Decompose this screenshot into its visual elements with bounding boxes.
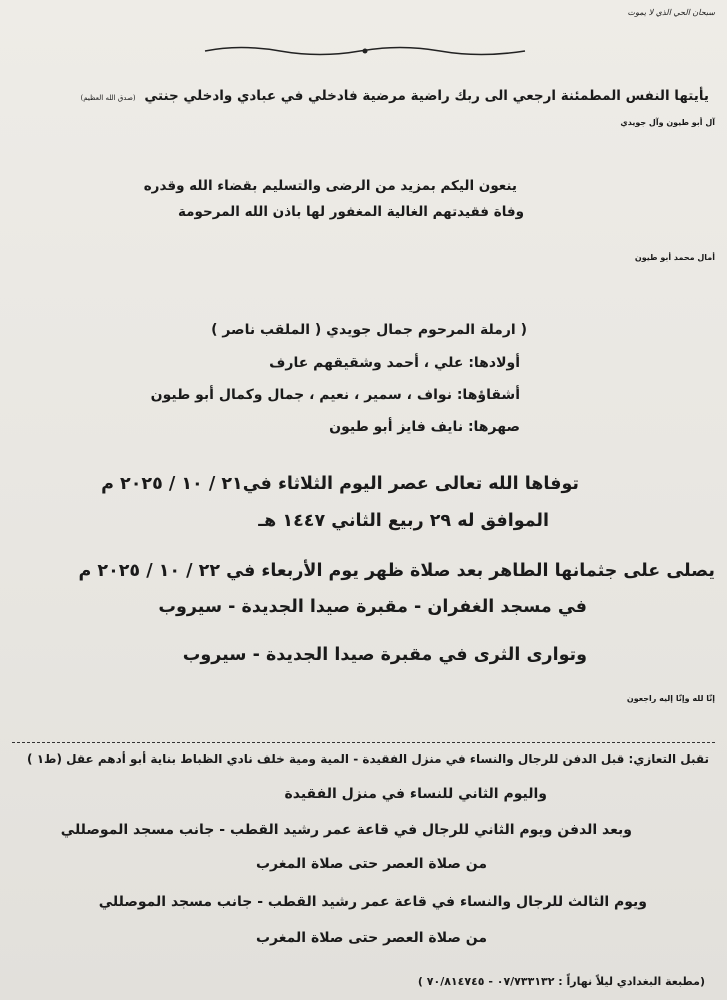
funeral-prayer-line: يصلى على جثمانها الطاهر بعد صلاة ظهر يوم الأربعاء في ٢٢ / ١٠ / ٢٠٢٥ م — [78, 561, 715, 581]
deceased-name-heading: أمال محمد أبو طيون — [634, 253, 715, 262]
announcement-line-1: ينعون اليكم بمزيد من الرضى والتسليم بقضاء الله وقدره — [143, 178, 517, 194]
quran-verse — [81, 88, 709, 104]
verse-text: يأيتها النفس المطمئنة ارجعي الى ربك راضية مرضية فادخلي في عبادي وادخلي جنتي — [144, 88, 709, 104]
verse-reference: (صدق الله العظيم) — [80, 94, 136, 102]
quran-quote: إنّا لله وإنّا إليه راجعون — [626, 694, 715, 703]
brothers-line: أشقاؤها: نواف ، سمير ، نعيم ، جمال وكمال أبو طيون — [150, 387, 520, 403]
divider — [12, 742, 715, 743]
burial-line: وتوارى الثرى في مقبرة صيدا الجديدة - سيروب — [182, 645, 587, 665]
condolence-line: وبعد الدفن ويوم الثاني للرجال في قاعة عمر رشيد القطب - جانب مسجد الموصللي — [60, 822, 632, 838]
death-date-line: توفاها الله تعالى عصر اليوم الثلاثاء في٢١ / ١٠ / ٢٠٢٥ م — [101, 474, 579, 494]
mosque-line: في مسجد الغفران - مقبرة صيدا الجديدة - سيروب — [158, 597, 587, 617]
condolence-line: واليوم الثاني للنساء في منزل الفقيدة — [284, 786, 547, 802]
widow-of-line: ( ارملة المرحوم جمال جويدي ( الملقب ناصر ) — [211, 322, 527, 338]
hijri-date-line: الموافق له ٢٩ ربيع الثاني ١٤٤٧ هـ — [258, 511, 549, 531]
children-line: أولادها: علي ، أحمد وشقيقهم عارف — [269, 355, 520, 371]
printer-credit: (مطبعة البغدادي ليلاً نهاراً : ٠٧/٧٣٣١٣٢ - ٧٠/٨١٤٧٤٥ ) — [417, 975, 705, 988]
calligraphy-header: سبحان الحي الذي لا يموت — [627, 8, 715, 17]
condolence-line: من صلاة العصر حتى صلاة المغرب — [255, 856, 487, 872]
condolence-line: تقبل التعازي: قبل الدفن للرجال والنساء في منزل الفقيدة - المية ومية خلف نادي الظباط بناية أبو أدهم عقل (ط١ ) — [27, 752, 709, 766]
son-in-law-line: صهرها: نايف فايز أبو طيون — [329, 419, 520, 435]
condolence-line: ويوم الثالث للرجال والنساء في قاعة عمر رشيد القطب - جانب مسجد الموصللي — [98, 894, 647, 910]
calligraphy-ornament — [200, 44, 530, 58]
announcement-line-2: وفاة فقيدتهم الغالية المغفور لها باذن الله المرحومة — [178, 204, 524, 220]
condolence-line: من صلاة العصر حتى صلاة المغرب — [255, 930, 487, 946]
family-name-heading: آل أبو طيون وآل جويدي — [620, 118, 715, 127]
